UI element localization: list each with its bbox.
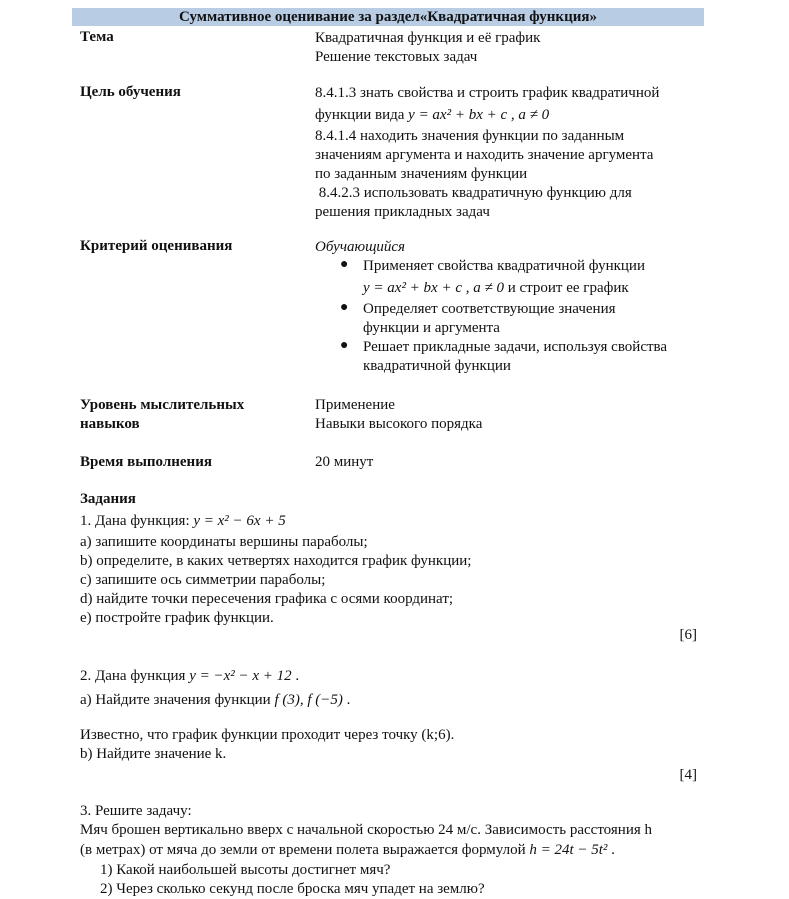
goal-line-3: 8.4.1.4 находить значения функции по заданным: [315, 128, 625, 144]
value-level: [315, 396, 482, 434]
goal-formula: y = ax² + bx + c , a ≠ 0: [408, 107, 550, 123]
value-level-line-2: Навыки высокого порядка: [315, 416, 483, 432]
tema-line-2: Решение текстовых задач: [315, 49, 478, 65]
task-2-formula: y = −x² − x + 12: [189, 668, 292, 684]
goal-line-1: 8.4.1.3 знать свойства и строить график квадратичной: [315, 85, 660, 101]
criteria-item-1-line-1: Применяет свойства квадратичной функции: [363, 258, 645, 274]
criteria-item-1-line-2: [363, 276, 715, 300]
task-1-item-a: a) запишите координаты вершины параболы;: [80, 534, 368, 550]
task-3-formula: h = 24t − 5t²: [529, 842, 608, 858]
task-2-known: Известно, что график функции проходит через точку (k;6).: [80, 727, 455, 743]
label-level-line-2: навыков: [80, 416, 140, 432]
value-level-line-1: Применение: [315, 397, 395, 413]
task-3-line-1: Мяч брошен вертикально вверх с начальной скоростью 24 м/с. Зависимость расстояния h: [80, 822, 652, 838]
goal-line-2-prefix: функции вида: [315, 107, 405, 123]
criteria-intro: Обучающийся: [315, 239, 406, 255]
task-3-line-2: (в метрах) от мяча до земли от времени полета выражается формулой h = 24t − 5t² .: [80, 842, 615, 858]
task-1-item-d: d) найдите точки пересечения графика с осями координат;: [80, 591, 454, 607]
label-level-line-1: Уровень мыслительных: [80, 397, 245, 413]
task-2-header: 2. Дана функция y = −x² − x + 12 .: [80, 668, 300, 684]
label-goal: Цель обучения: [80, 84, 181, 100]
task-2-a-formula: f (3), f (−5): [274, 692, 343, 708]
task-2-a-prefix: a) Найдите значения функции: [80, 692, 271, 708]
criteria-item-1: [315, 257, 715, 300]
tasks-title: Задания: [80, 491, 136, 507]
task-2-b: b) Найдите значение k.: [80, 746, 227, 762]
task-2: [80, 664, 710, 764]
goal-line-5: по заданным значениям функции: [315, 166, 528, 182]
criteria-item-2: [315, 300, 715, 338]
task-1-item-b: b) определите, в каких четвертях находится график функции;: [80, 553, 472, 569]
task-1-prefix: 1. Дана функция:: [80, 513, 190, 529]
goal-line-7: решения прикладных задач: [315, 204, 490, 220]
criteria-item-3-line-1: Решает прикладные задачи, используя свойства: [363, 339, 668, 355]
criteria-item-2-line-2: функции и аргумента: [363, 320, 500, 336]
goal-line-6: 8.4.2.3 использовать квадратичную функцию для: [315, 185, 632, 201]
task-3-title: 3. Решите задачу:: [80, 803, 192, 819]
label-criteria: Критерий оценивания: [80, 238, 233, 254]
task-1-item-c: c) запишите ось симметрии параболы;: [80, 572, 326, 588]
value-goal: [315, 84, 659, 222]
page-title: Суммативное оценивание за раздел«Квадратичная функция»: [179, 9, 597, 25]
goal-line-4: значениям аргумента и находить значение аргумента: [315, 147, 654, 163]
task-2-prefix: 2. Дана функция: [80, 668, 186, 684]
task-3-line-2-prefix: (в метрах) от мяча до земли от времени полета выражается формулой: [80, 842, 526, 858]
criteria-item-3: [315, 338, 715, 376]
task-1-header: [80, 509, 710, 533]
task-3-q1: 1) Какой наибольшей высоты достигнет мяч?: [100, 862, 391, 878]
bullet-icon: ●: [340, 257, 349, 272]
label-time: Время выполнения: [80, 454, 212, 470]
task-3: [80, 802, 720, 899]
task-2-score: [4]: [679, 767, 697, 783]
label-tema: Тема: [80, 29, 114, 45]
label-level: [80, 396, 244, 434]
task-2-a: a) Найдите значения функции f (3), f (−5) .: [80, 692, 351, 708]
tema-line-1: Квадратичная функция и её график: [315, 30, 541, 46]
tasks-section: [80, 490, 710, 628]
task-1-score: [6]: [679, 627, 697, 643]
value-tema: [315, 29, 540, 67]
task-3-q2: 2) Через сколько секунд после броска мяч упадет на землю?: [100, 881, 485, 897]
task-1-item-e: e) постройте график функции.: [80, 610, 274, 626]
task-1-formula: y = x² − 6x + 5: [193, 513, 286, 529]
bullet-icon: ●: [340, 300, 349, 315]
criteria-item-1-suffix: и строит ее график: [503, 280, 629, 296]
criteria-list: [315, 238, 715, 376]
criteria-formula: y = ax² + bx + c , a ≠ 0: [363, 280, 504, 296]
value-time: 20 минут: [315, 454, 374, 470]
criteria-item-3-line-2: квадратичной функции: [363, 358, 511, 374]
bullet-icon: ●: [340, 338, 349, 353]
goal-line-2: [315, 103, 659, 127]
header-bar: [72, 8, 704, 26]
criteria-item-2-line-1: Определяет соответствующие значения: [363, 301, 616, 317]
